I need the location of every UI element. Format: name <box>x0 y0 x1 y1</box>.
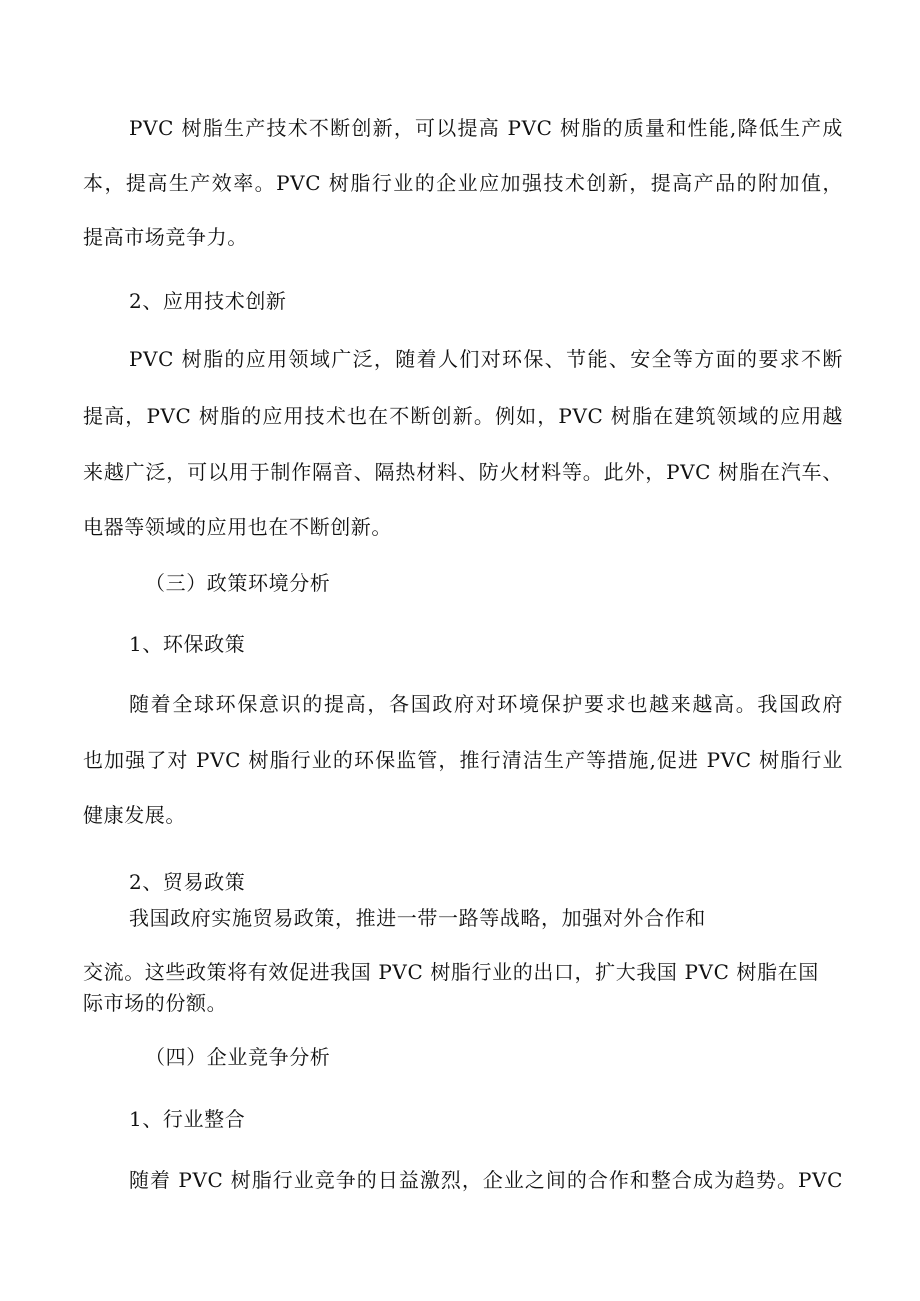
section-heading: 2、贸易政策 <box>129 870 246 894</box>
paragraph-line: 来越广泛，可以用于制作隔音、隔热材料、防火材料等。此外，PVC 树脂在汽车、 <box>83 460 843 484</box>
paragraph-line: PVC 树脂生产技术不断创新，可以提高 PVC 树脂的质量和性能,降低生产成 <box>129 116 843 140</box>
paragraph-line: 交流。这些政策将有效促进我国 PVC 树脂行业的出口，扩大我国 PVC 树脂在国 <box>83 960 819 984</box>
paragraph-line: 随着全球环保意识的提高，各国政府对环境保护要求也越来越高。我国政府 <box>129 692 843 716</box>
paragraph-line: 际市场的份额。 <box>83 991 228 1015</box>
section-heading: （四）企业竞争分析 <box>145 1045 331 1069</box>
section-heading: 1、行业整合 <box>129 1107 246 1131</box>
paragraph-line: 健康发展。 <box>83 803 186 827</box>
section-heading: （三）政策环境分析 <box>145 571 331 595</box>
paragraph-line: 电器等领域的应用也在不断创新。 <box>83 515 392 539</box>
paragraph-line: 提高市场竞争力。 <box>83 225 248 249</box>
paragraph-line: PVC 树脂的应用领域广泛，随着人们对环保、节能、安全等方面的要求不断 <box>129 347 843 371</box>
paragraph-line: 我国政府实施贸易政策，推进一带一路等战略，加强对外合作和 <box>129 906 706 930</box>
section-heading: 1、环保政策 <box>129 632 246 656</box>
section-heading: 2、应用技术创新 <box>129 289 287 313</box>
paragraph-line: 随着 PVC 树脂行业竞争的日益激烈，企业之间的合作和整合成为趋势。PVC <box>129 1168 843 1192</box>
paragraph-line: 本，提高生产效率。PVC 树脂行业的企业应加强技术创新，提高产品的附加值， <box>83 171 843 195</box>
paragraph-line: 也加强了对 PVC 树脂行业的环保监管，推行清洁生产等措施,促进 PVC 树脂行业 <box>83 748 843 772</box>
paragraph-line: 提高，PVC 树脂的应用技术也在不断创新。例如，PVC 树脂在建筑领域的应用越 <box>83 404 843 428</box>
